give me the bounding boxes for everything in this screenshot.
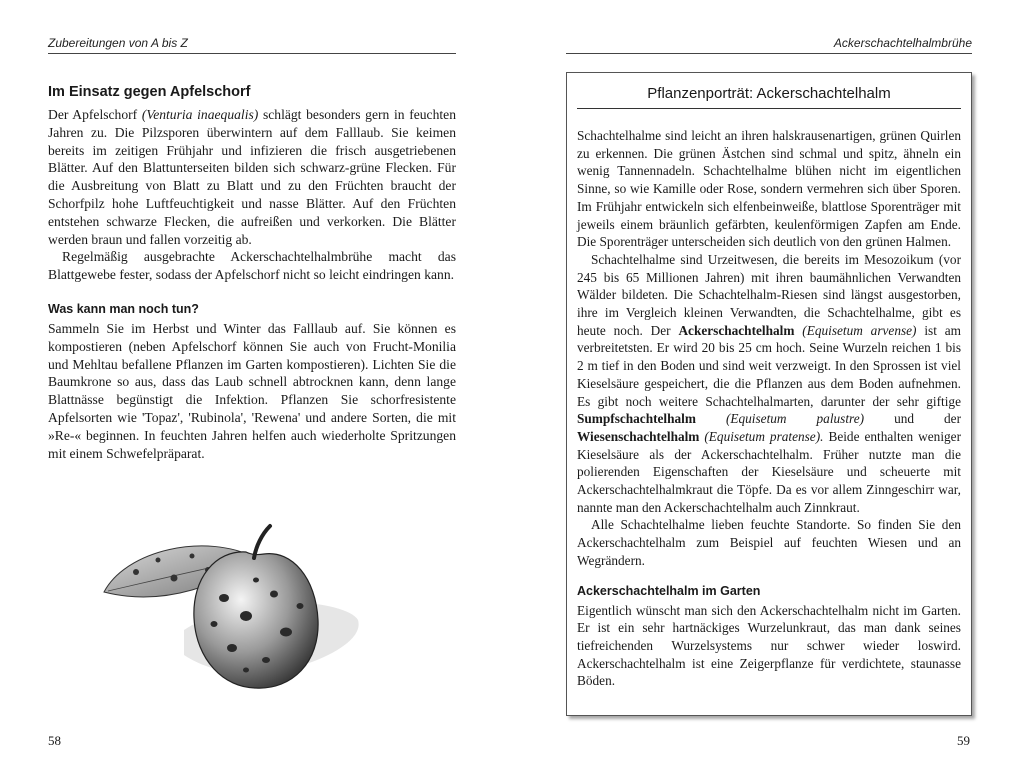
box-content: [577, 127, 961, 690]
section-heading: Im Einsatz gegen Apfelschorf: [48, 84, 251, 100]
page-number-left: 58: [48, 733, 61, 748]
running-header-left: Zubereitungen von A bis Z: [48, 36, 188, 50]
box-paragraph-3: Alle Schachtelhalme lieben feuchte Standorte. So finden Sie den Ackerschachtelhalm zum Beispiel auf feuchten Wiesen und an Wegrändern.: [577, 517, 961, 568]
box-title: Pflanzenporträt: Ackerschachtelhalm: [647, 85, 891, 102]
paragraph-apfelschorf: Der Apfelschorf (Venturia inaequalis) schlägt besonders gern in feuchten Jahren zu. Die Pilzsporen überwintern auf dem Falllaub. Sie keimen bereits im zeitigen Frühjahr und infizieren die frisch ausgetriebenen Blätter. Auf den Blattunterseiten bilden sich schwarz-grüne Flecken. Für die Ausbreitung von Blatt zu Blatt und zu den Früchten braucht der Schorfpilz hohe Luftfeuchtigkeit und nasse Blätter. Auf den Früchten entstehen schwarze Flecken, die aufreißen und verkorken. Die Blätter werden braun und fallen vorzeitig ab.: [48, 107, 456, 247]
box-subheading: Ackerschachtelhalm im Garten: [577, 583, 761, 598]
box-paragraph-2: Schachtelhalme sind Urzeitwesen, die bereits im Mesozoikum (vor 245 bis 65 Millionen Jahren) mit ihren baumähnlichen Verwandten Wälder bildeten. Die Schachtelhalm-Riesen sind längst ausgestorben, ihre im Vergleich kleinen Verwandten, die Schachtelhalme, gibt es heute noch. Der Ackerschachtelhalm (Equisetum arvense) ist am verbreitetsten. Er wird 20 bis 25 cm hoch. Seine Wurzeln reichen 1 bis 2 m tief in den Boden und sind weit verzweigt. In den Sprossen ist viel Kieselsäure gespeichert, die die Pflanzen aus dem Boden aufnehmen. Es gibt noch weitere Schachtelhalmarten, darunter der sehr giftige Sumpfschachtelhalm (Equisetum palustre) und der Wiesenschachtelhalm (Equisetum pratense). Beide enthalten weniger Kieselsäure als der Ackerschachtelhalm. Früher nutzte man die polierenden Eigenschaften der Kieselsäure und scheuerte mit Ackerschachtelhalmkraut die Töpfe. Da es vor allem Zinngeschirr war, nannte man den Ackerschachtelhalm auch Zinnkraut.: [577, 251, 962, 515]
box-paragraph-1: Schachtelhalme sind leicht an ihren halskrausenartigen, grünen Quirlen zu erkennen. Die grünen Ästchen sind schmal und spitz, ähneln ein wenig Tannennadeln. Schachtelhalme blühen nicht im eigentlichen Sinne, so wie Kamille oder Rose, sondern vermehren sich über Sporen. Im Frühjahr entwickeln sich elfenbeinweiße, blattlose Sporenträger mit jeweils einem bräunlich gefärbten, keulenförmigen Zapfen am Ende. Die Sporenträger unterscheiden sich deutlich von den grünen Halmen.: [577, 128, 961, 250]
left-page-column: [48, 84, 456, 462]
subheading-was-tun: Was kann man noch tun?: [48, 301, 199, 316]
box-paragraph-4: Eigentlich wünscht man sich den Ackerschachtelhalm nicht im Garten. Er ist ein sehr hartnäckiges Wurzelunkraut, das man dank seines tiefreichenden Wurzelsystems nur schwer wieder loswird. Ackerschachtelhalm ist eine Zeigerpflanze für verdichtete, staunasse Böden.: [577, 602, 961, 689]
paragraph-massnahmen: Sammeln Sie im Herbst und Winter das Falllaub auf. Sie können es kompostieren (neben Apfelschorf können Sie auch von Frucht-Monilia und Mehltau befallene Pflanzen im Garten kompostieren). Lichten Sie die Baumkrone so aus, dass das Laub schnell abtrocknen kann, denn lange Blattnässe begünstigt die Infektion. Pflanzen Sie schorfresistente Apfelsorten wie 'Topaz', 'Rubinola', 'Rewena' und andere Sorten, die mit »Re-« beginnen. In feuchten Jahren helfen auch wiederholte Spritzungen mit einem Schwefelpräparat.: [48, 320, 456, 461]
header-rule-right: [566, 53, 972, 54]
apple-scab-illustration: [96, 520, 366, 700]
box-title-rule: [577, 108, 961, 109]
header-rule-left: [48, 53, 456, 54]
apple-shape: [194, 552, 318, 688]
page-number-right: 59: [957, 733, 970, 748]
plant-portrait-box: [566, 72, 972, 716]
running-header-right: Ackerschachtelhalmbrühe: [833, 36, 972, 50]
paragraph-brühe: Regelmäßig ausgebrachte Ackerschachtelhalmbrühe macht das Blattgewebe fester, sodass der Apfelschorf nicht so leicht eindringen kann.: [48, 249, 456, 283]
